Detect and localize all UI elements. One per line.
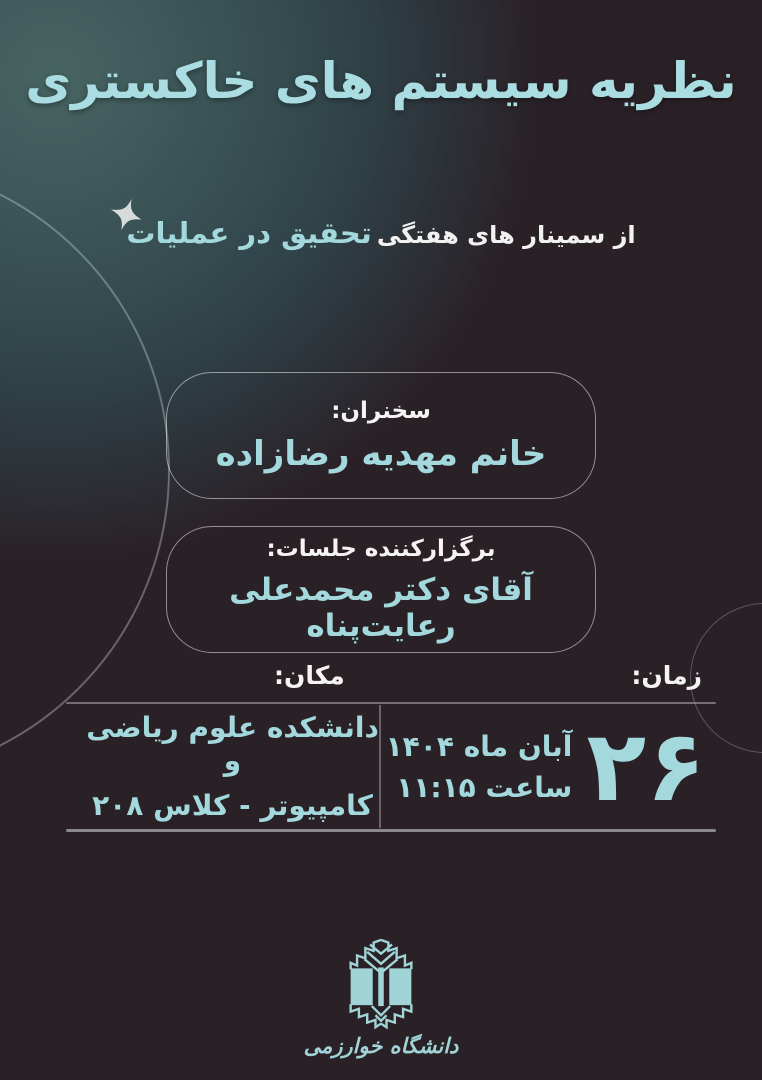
time-label: زمان: (631, 661, 702, 690)
time-hour: ساعت ۱۱:۱۵ (396, 770, 573, 804)
organizer-name: آقای دکتر محمدعلی رعایت‌پناه (229, 571, 533, 644)
time-details (386, 730, 573, 804)
location-label: مکان: (274, 661, 345, 690)
speaker-label: سخنران: (331, 397, 431, 424)
subtitle-prefix: از سمینار های هفتگی (376, 221, 636, 249)
university-name: دانشگاه خوارزمی (303, 1034, 459, 1058)
schedule-bottom-rule (66, 829, 716, 832)
schedule-vertical-divider (379, 705, 381, 828)
speaker-name: خانم مهدیه رضازاده (215, 433, 547, 474)
time-day-number: ۲۶ (586, 709, 706, 824)
location-line2: کامپیوتر - کلاس ۲۰۸ (92, 789, 373, 822)
poster-title: نظریه سیستم های خاکستری (25, 52, 737, 110)
organizer-card (166, 526, 596, 653)
location-content (66, 704, 379, 829)
subtitle (0, 216, 762, 250)
schedule-section (66, 655, 716, 837)
organizer-label: برگزارکننده جلسات: (266, 535, 496, 562)
location-line1: دانشکده علوم ریاضی و (86, 711, 379, 777)
time-content (386, 704, 706, 829)
university-logo-icon (335, 938, 427, 1030)
footer (0, 938, 762, 1058)
subtitle-highlight: تحقیق در عملیات (126, 216, 372, 250)
speaker-card (166, 372, 596, 499)
time-date: آبان ماه ۱۴۰۴ (385, 729, 573, 763)
